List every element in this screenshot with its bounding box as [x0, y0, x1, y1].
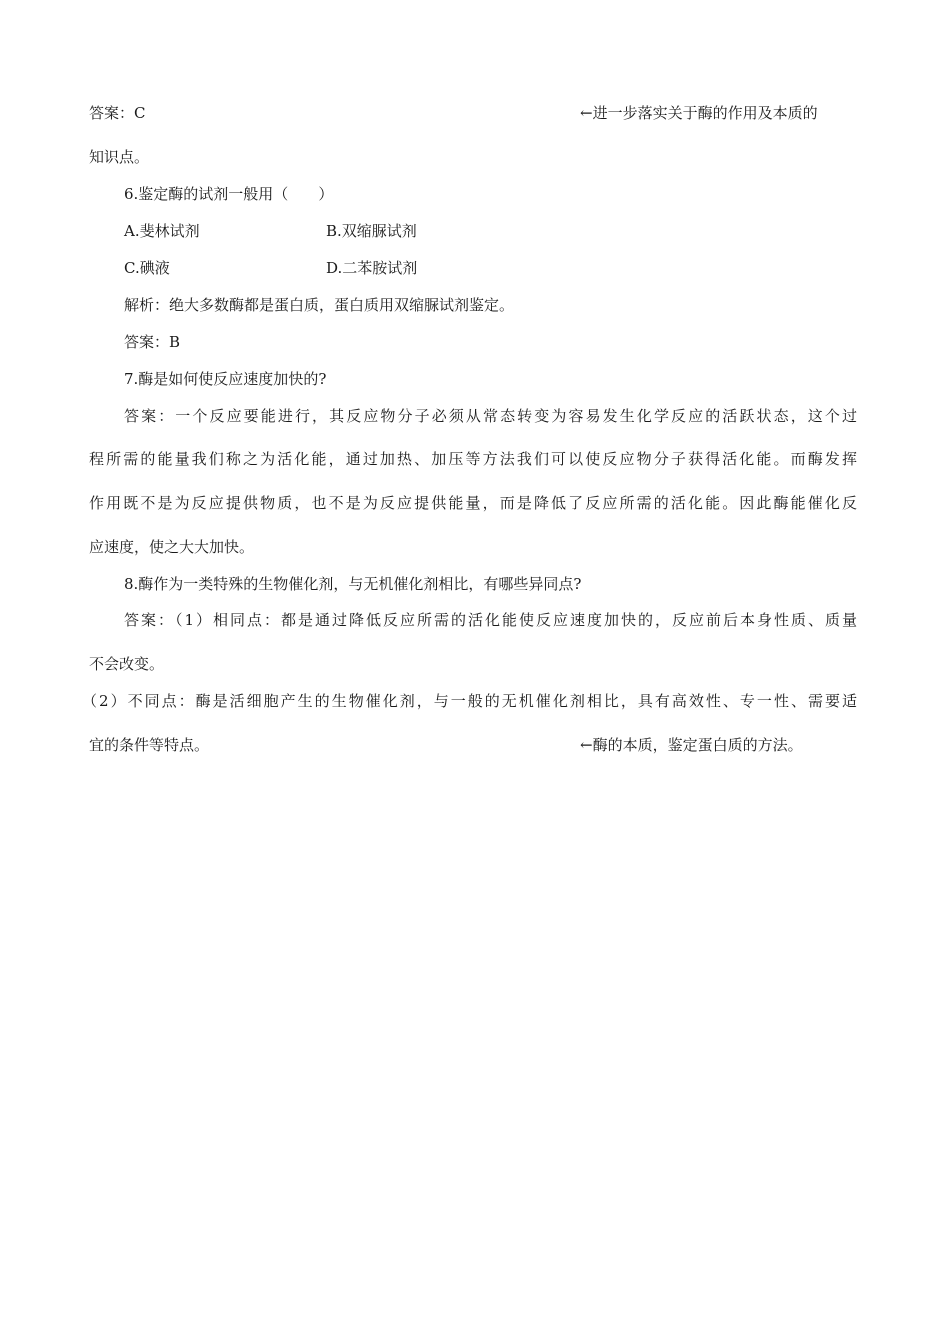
- margin-note-5-continued: 知识点。: [89, 148, 150, 166]
- answer-7-line-2: 程所需的能量我们称之为活化能，通过加热、加压等方法我们可以使反应物分子获得活化能。而酶发挥: [89, 450, 857, 468]
- answer-8-line-3: （2）不同点：酶是活细胞产生的生物催化剂，与一般的无机催化剂相比，具有高效性、专一性、需要适: [82, 692, 857, 710]
- analysis-6: 解析：绝大多数酶都是蛋白质，蛋白质用双缩脲试剂鉴定。: [124, 296, 515, 314]
- answer-8-line-4: 宜的条件等特点。: [89, 736, 210, 754]
- answer-5: 答案：C: [89, 104, 146, 122]
- answer-8-line-1: 答案：（1）相同点：都是通过降低反应所需的活化能使反应速度加快的，反应前后本身性质、质量: [124, 611, 857, 629]
- option-d: D.二苯胺试剂: [326, 259, 418, 277]
- question-7: 7.酶是如何使反应速度加快的?: [124, 370, 327, 388]
- margin-note-8: ←酶的本质，鉴定蛋白质的方法。: [580, 736, 803, 754]
- answer-6: 答案：B: [124, 333, 181, 351]
- question-8: 8.酶作为一类特殊的生物催化剂，与无机催化剂相比，有哪些异同点?: [124, 575, 582, 593]
- question-6: 6.鉴定酶的试剂一般用（ ）: [124, 185, 334, 203]
- answer-7-line-4: 应速度，使之大大加快。: [89, 538, 255, 556]
- option-b: B.双缩脲试剂: [326, 222, 417, 240]
- answer-7-line-1: 答案：一个反应要能进行，其反应物分子必须从常态转变为容易发生化学反应的活跃状态，这个过: [124, 407, 857, 425]
- margin-note-5: ←进一步落实关于酶的作用及本质的: [580, 104, 818, 122]
- answer-7-line-3: 作用既不是为反应提供物质，也不是为反应提供能量，而是降低了反应所需的活化能。因此酶能催化反: [89, 494, 857, 512]
- option-a: A.斐林试剂: [124, 222, 200, 240]
- option-c: C.碘液: [124, 259, 170, 277]
- answer-8-line-2: 不会改变。: [89, 655, 165, 673]
